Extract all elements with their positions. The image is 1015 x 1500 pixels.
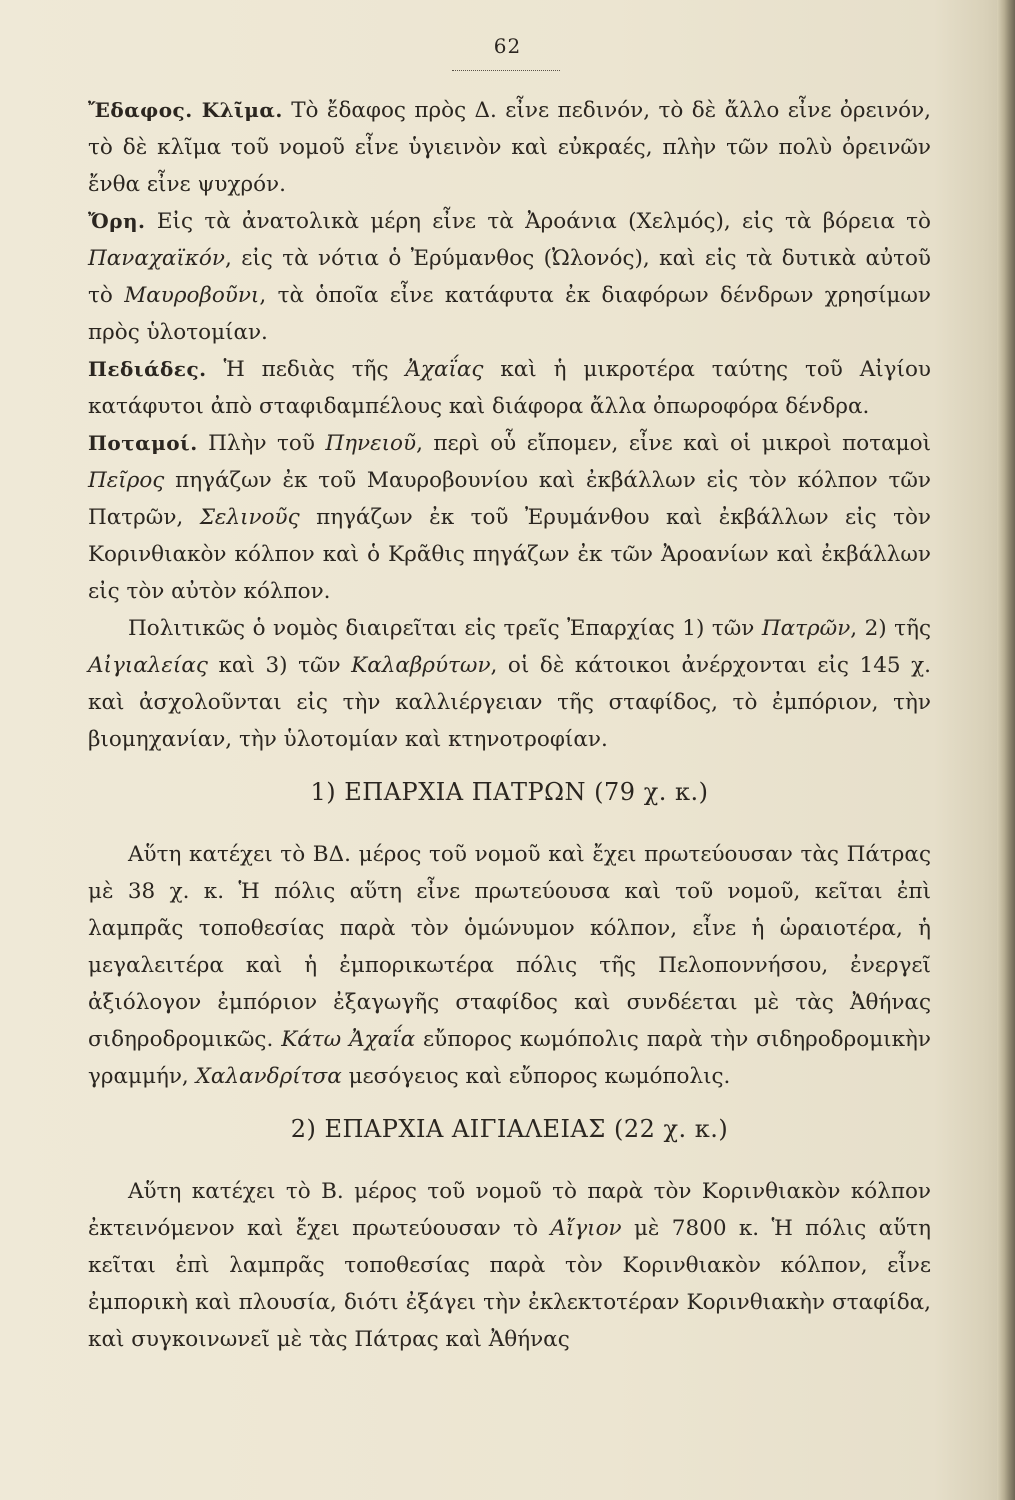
text-politikos-3: καὶ 3) τῶν xyxy=(207,653,352,678)
italic-kato-achaia: Κάτω Ἀχαΐα xyxy=(281,1027,416,1052)
italic-mavrovouni: Μαυροβοῦνι xyxy=(124,283,260,308)
heading-eparchia-patron: 1) ΕΠΑΡΧΙΑ ΠΑΤΡΩΝ (79 χ. κ.) xyxy=(310,778,709,806)
text-patron-1: Αὕτη κατέχει τὸ ΒΔ. μέρος τοῦ νομοῦ καὶ ἔχει πρωτεύουσαν τὰς Πάτρας μὲ 38 χ. κ. Ἡ πόλις αὕτη εἶνε πρωτεύουσα καὶ τοῦ νομοῦ, κεῖται ἐπὶ λαμπρᾶς τοποθεσίας παρὰ τὸν ὁμώνυμον κόλπον, εἶνε ἡ ὡραιοτέρα, ἡ μεγαλειτέρα καὶ ἡ ἐμπορικωτέρα πόλις τῆς Πελοποννήσου, ἐνεργεῖ ἀξιόλογον ἐμπόριον ἐξαγωγῆς σταφίδος καὶ συνδέεται μὲ τὰς Ἀθήνας σιδηροδρομικῶς. xyxy=(88,842,931,1052)
italic-kalavryton: Καλαβρύτων xyxy=(351,653,491,678)
heading-eparchia-aigialeias: 2) ΕΠΑΡΧΙΑ ΑΙΓΙΑΛΕΙΑΣ (22 χ. κ.) xyxy=(290,1115,729,1143)
italic-aigialeias: Αἰγιαλείας xyxy=(88,653,208,678)
text-patron-2: εὔπορος κωμόπολις παρὰ τὴν σιδηροδρομικὴν γραμμήν, xyxy=(88,1027,932,1089)
text-potamoi-1: Πλὴν τοῦ xyxy=(197,431,326,456)
text-politikos-1: Πολιτικῶς ὁ νομὸς διαιρεῖται εἰς τρεῖς Ἐπαρχίας 1) τῶν xyxy=(128,616,762,641)
italic-pineiou: Πηνειοῦ xyxy=(325,431,417,456)
text-patron-3: μεσόγειος καὶ εὔπορος κωμόπολις. xyxy=(341,1064,731,1089)
lead-potamoi: Ποταμοί. xyxy=(88,431,198,455)
italic-peiros: Πεῖρος xyxy=(88,468,165,493)
lead-edafos: Ἔδαφος. Κλῖμα. xyxy=(88,98,283,122)
text-ori-1: Εἰς τὰ ἀνατολικὰ μέρη εἶνε τὰ Ἀροάνια (Χελμός), εἰς τὰ βόρεια τὸ xyxy=(145,209,931,234)
text-potamoi-2: , περὶ οὗ εἴπομεν, εἶνε καὶ οἱ μικροὶ ποταμοὶ xyxy=(416,431,931,456)
italic-panachaikon: Παναχαϊκόν xyxy=(88,246,225,271)
italic-achaias: Ἀχαΐας xyxy=(405,357,484,382)
paragraph-eparchia-aigialeias xyxy=(88,1173,931,1358)
text-ori-2: , εἰς τὰ νότια ὁ Ἐρύμανθος (Ὠλονός), καὶ εἰς τὰ δυτικὰ αὐτοῦ τὸ xyxy=(88,246,931,308)
text-potamoi-4: πηγάζων ἐκ τοῦ Ἐρυμάνθου καὶ ἐκβάλλων εἰς τὸν Κορινθιακὸν κόλπον καὶ ὁ Κρᾶθις πηγάζων ἐκ τῶν Ἀροανίων καὶ ἐκβάλλων εἰς τὸν αὐτὸν κόλπον. xyxy=(88,505,931,604)
lead-ori: Ὄρη. xyxy=(88,209,146,233)
text-pediades-1: Ἡ πεδιὰς τῆς xyxy=(206,357,406,382)
italic-selinous: Σελινοῦς xyxy=(199,505,300,530)
lead-pediades: Πεδιάδες. xyxy=(88,357,207,381)
text-politikos-4: , οἱ δὲ κάτοικοι ἀνέρχονται εἰς 145 χ. καὶ ἀσχολοῦνται εἰς τὴν καλλιέργειαν τῆς σταφίδος, τὸ ἐμπόριον, τὴν βιομηχανίαν, τὴν ὑλοτομίαν καὶ κτηνοτροφίαν. xyxy=(88,653,931,752)
paragraph-potamoi xyxy=(88,425,931,610)
page-text xyxy=(88,92,931,1358)
paragraph-pediades xyxy=(88,351,931,425)
italic-aigion: Αἴγιον xyxy=(550,1216,622,1241)
paragraph-edafos xyxy=(88,92,931,203)
text-aigialeias-1: Αὕτη κατέχει τὸ Β. μέρος τοῦ νομοῦ τὸ παρὰ τὸν Κορινθιακὸν κόλπον ἐκτεινόμενον καὶ ἔχει πρωτεύουσαν τὸ xyxy=(88,1179,931,1241)
page-number: 62 xyxy=(493,34,522,58)
paragraph-ori xyxy=(88,203,931,351)
text-politikos-2: , 2) τῆς xyxy=(850,616,931,641)
page-number-rule xyxy=(452,70,560,71)
italic-chalandritsa: Χαλανδρίτσα xyxy=(195,1064,342,1089)
paragraph-politikos xyxy=(88,610,931,758)
text-aigialeias-2: μὲ 7800 κ. Ἡ πόλις αὕτη κεῖται ἐπὶ λαμπρᾶς τοποθεσίας παρὰ τὸν Κορινθιακὸν κόλπον, εἶνε ἐμπορικὴ καὶ πλουσία, διότι ἐξάγει τὴν ἐκλεκτοτέραν Κορινθιακὴν σταφίδα, καὶ συγκοινωνεῖ μὲ τὰς Πάτρας καὶ Ἀθήνας xyxy=(88,1216,931,1352)
text-ori-3: , τὰ ὁποῖα εἶνε κατάφυτα ἐκ διαφόρων δένδρων χρησίμων πρὸς ὑλοτομίαν. xyxy=(88,283,931,345)
text-pediades-2: καὶ ἡ μικροτέρα ταύτης τοῦ Αἰγίου κατάφυτοι ἀπὸ σταφιδαμπέλους καὶ διάφορα ἄλλα ὀπωροφόρα δένδρα. xyxy=(88,357,931,419)
text-edafos: Τὸ ἔδαφος πρὸς Δ. εἶνε πεδινόν, τὸ δὲ ἄλλο εἶνε ὀρεινόν, τὸ δὲ κλῖμα τοῦ νομοῦ εἶνε ὑγιεινὸν καὶ εὐκραές, πλὴν τῶν πολὺ ὀρεινῶν ἔνθα εἶνε ψυχρόν. xyxy=(88,98,931,197)
text-potamoi-3: πηγάζων ἐκ τοῦ Μαυροβουνίου καὶ ἐκβάλλων εἰς τὸν κόλπον τῶν Πατρῶν, xyxy=(88,468,931,530)
italic-patron: Πατρῶν xyxy=(761,616,851,641)
paragraph-eparchia-patron xyxy=(88,836,931,1095)
page-edge xyxy=(997,0,1015,1500)
